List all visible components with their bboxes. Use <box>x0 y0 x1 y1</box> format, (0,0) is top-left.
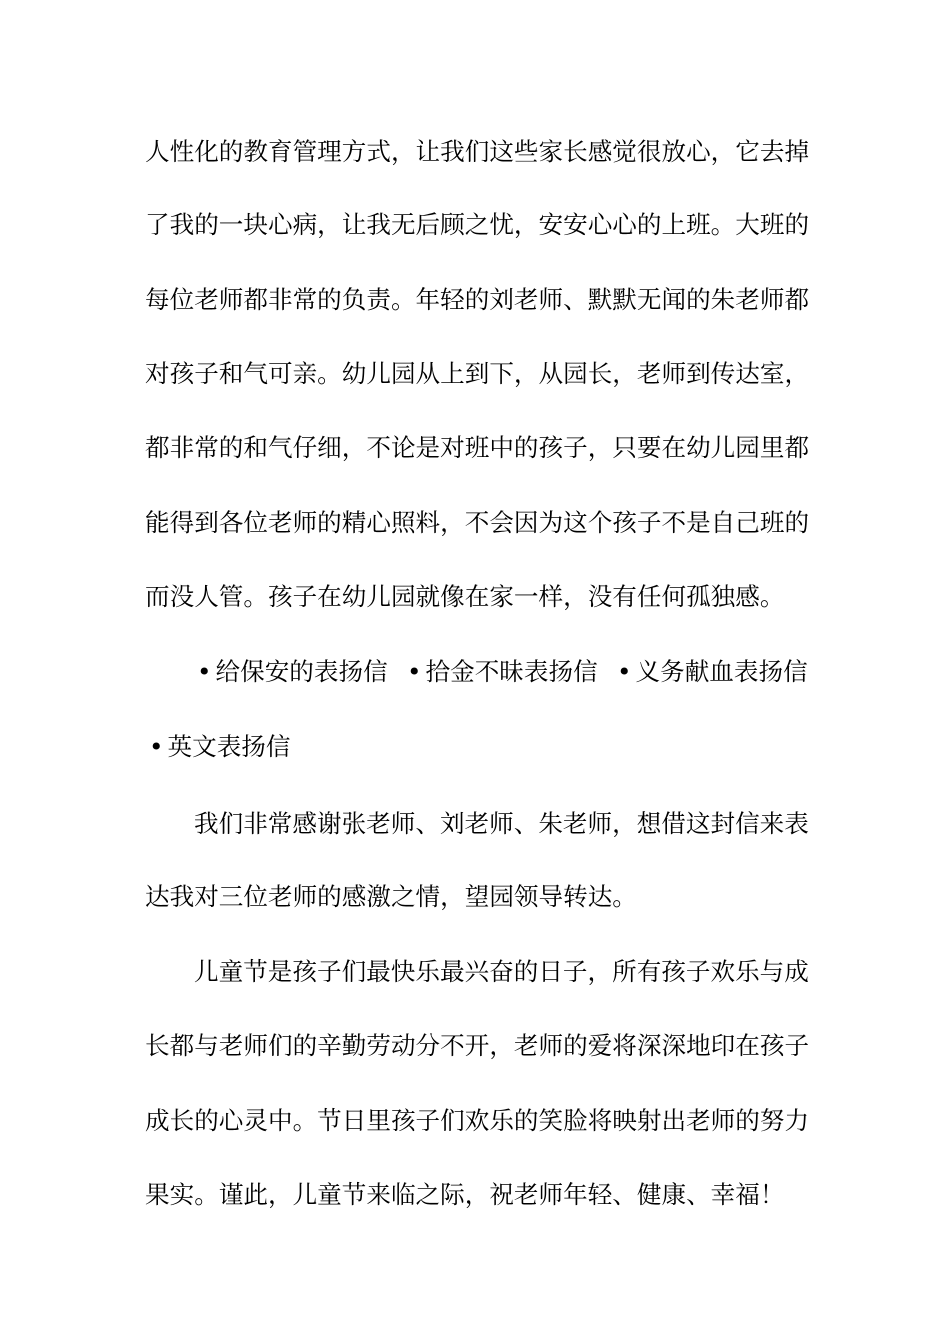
related-link-label: 义务献血表扬信 <box>635 657 808 686</box>
paragraph-line: 对孩子和气可亲。幼儿园从上到下，从园长，老师到传达室， <box>145 359 810 388</box>
bullet-icon: • <box>149 732 164 761</box>
paragraph-line: 儿童节是孩子们最快乐最兴奋的日子，所有孩子欢乐与成 <box>194 957 809 986</box>
related-link-english-letter[interactable] <box>149 729 291 765</box>
paragraph-line: 达我对三位老师的感激之情，望园领导转达。 <box>145 882 637 911</box>
paragraph-line: 而没人管。孩子在幼儿园就像在家一样，没有任何孤独感。 <box>145 582 785 611</box>
paragraph-line: 成长的心灵中。节日里孩子们欢乐的笑脸将映射出老师的努力 <box>145 1106 810 1135</box>
related-links-row <box>145 729 805 765</box>
related-link-label: 英文表扬信 <box>167 732 291 761</box>
related-link-label: 拾金不昧表扬信 <box>425 657 598 686</box>
paragraph-line: 每位老师都非常的负责。年轻的刘老师、默默无闻的朱老师都 <box>145 285 810 314</box>
paragraph-line: 了我的一块心病，让我无后顾之忧，安安心心的上班。大班的 <box>145 210 810 239</box>
paragraph-line: 果实。谨此，儿童节来临之际，祝老师年轻、健康、幸福！ <box>145 1180 785 1209</box>
paragraph-line: 我们非常感谢张老师、刘老师、朱老师，想借这封信来表 <box>194 809 809 838</box>
paragraph-line: 都非常的和气仔细，不论是对班中的孩子，只要在幼儿园里都 <box>145 433 810 462</box>
bullet-icon: • <box>197 657 212 686</box>
bullet-icon: • <box>617 657 632 686</box>
related-link-honesty-letter[interactable] <box>407 654 598 690</box>
related-link-label: 给保安的表扬信 <box>215 657 388 686</box>
bullet-icon: • <box>407 657 422 686</box>
paragraph-line: 长都与老师们的辛勤劳动分不开，老师的爱将深深地印在孩子 <box>145 1031 810 1060</box>
related-link-security-guard-letter[interactable] <box>197 654 388 690</box>
paragraph-line: 人性化的教育管理方式，让我们这些家长感觉很放心，它去掉 <box>145 137 810 166</box>
related-links-row <box>145 654 808 690</box>
related-link-blood-donation-letter[interactable] <box>617 654 808 690</box>
paragraph-line: 能得到各位老师的精心照料，不会因为这个孩子不是自己班的 <box>145 508 810 537</box>
